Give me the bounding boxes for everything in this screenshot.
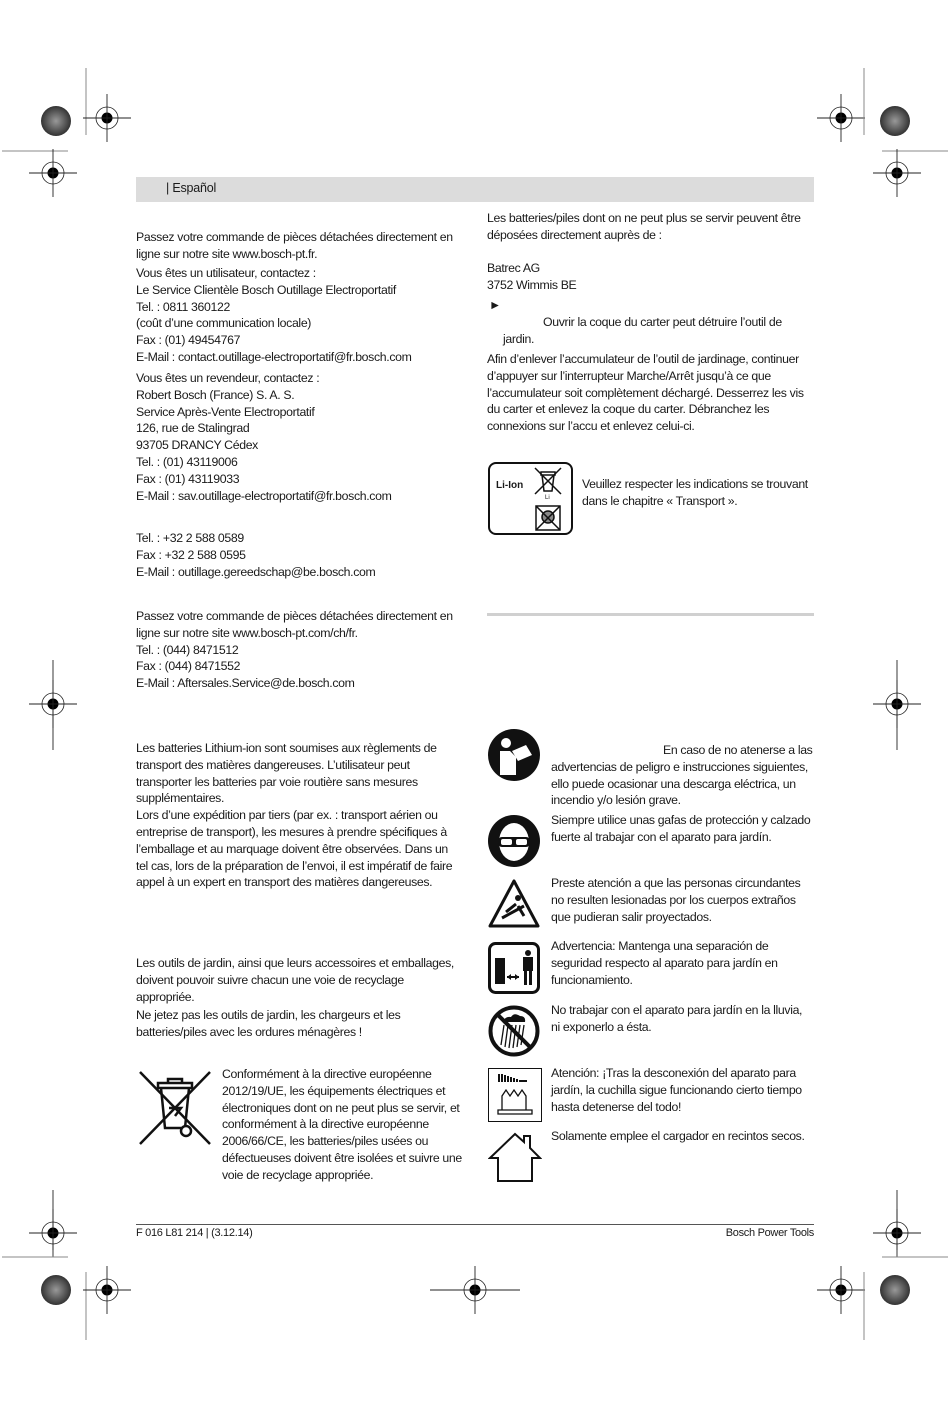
removal-text: Afin d’enlever l’accumulateur de l’outil de jardinage, continuer d’appuyer sur l’interrupteur Marche/Arrêt jusqu’à ce que l’accumulateur soit complètement déchargé. Desserrez les vis du carter et enlevez la coque du carter. Débranchez les connexions sur l’accu et enlevez celui-ci. — [487, 352, 804, 434]
blade-rundown-icon — [488, 1068, 542, 1122]
weee-text: Conformément à la directive européenne 2012/19/UE, les équipements électriques et électroniques dont on ne peut plus se servir, et conformément à la directive européenne 2006/66/CE, les batteries/piles usées ou défectueuses doivent être isolées et suivre une voie de recyclage appropriée. — [222, 1067, 462, 1182]
language-label: | Español — [166, 181, 217, 195]
text-line: Fax : (01) 43119033 — [136, 471, 240, 486]
warning-bullet-icon: ► — [489, 298, 501, 312]
text-line: Fax : (044) 8471552 — [136, 659, 241, 674]
france-dealer-block — [136, 370, 462, 504]
no-rain-icon — [488, 1005, 540, 1057]
transport-text-2: Lors d’une expédition par tiers (par ex. : transport aérien ou entreprise de transport), les mesures à prendre spécifiques à l’emballage et au marquage doivent être observées. Dans un tel cas, lors de la préparation de l’envoi, il est impératif de faire appel à un expert en transport des matières dangereuses. — [136, 808, 453, 890]
text-line: Batrec AG — [487, 261, 540, 275]
li-ion-label: Li-Ion — [496, 480, 524, 491]
batrec-address — [487, 260, 813, 294]
weee-block — [222, 1066, 462, 1184]
safety-text-3: Preste atención a que las personas circundantes no resulten lesionadas por los cuerpos extraños que pudieran salir proyectados. — [551, 876, 801, 924]
li-ion-icon — [488, 462, 573, 535]
flying-objects-warning-icon — [488, 878, 540, 930]
safety-text-1 — [551, 742, 814, 809]
text-line: Vous êtes un utilisateur, contactez : — [136, 266, 316, 280]
registration-mark-icon — [83, 1266, 131, 1314]
brand-label: Bosch Power Tools — [725, 1227, 814, 1239]
disposal-text: Les outils de jardin, ainsi que leurs accessoires et emballages, doivent pouvoir suivre chacun une voie de recyclage appropriée. — [136, 956, 454, 1004]
registration-mark-icon — [83, 94, 131, 142]
section-divider — [487, 613, 814, 616]
email-link[interactable]: E-Mail : Aftersales.Service@de.bosch.com — [136, 676, 355, 691]
swiss-block — [136, 608, 462, 692]
email-link[interactable]: E-Mail : sav.outillage-electroportatif@fr.bosch.com — [136, 488, 392, 503]
safety-text-4: Advertencia: Mantenga una separación de seguridad respecto al aparato para jardín en funcionamiento. — [551, 939, 778, 987]
safety-goggles-icon — [488, 815, 540, 867]
text-line: Fax : +32 2 588 0595 — [136, 547, 246, 562]
registration-mark-icon — [817, 1266, 865, 1314]
transport-block — [136, 740, 462, 891]
safety-text-2: Siempre utilice unas gafas de protección y calzado fuerte al trabajar con el aparato para jardín. — [551, 813, 811, 844]
text-line: 3752 Wimmis BE — [487, 277, 577, 292]
france-user-block — [136, 265, 462, 366]
safety-text-6: Atención: ¡Tras la desconexión del aparato para jardín, la cuchilla sigue funcionando cierto tiempo hasta detenerse del todo! — [551, 1066, 802, 1114]
battery-disposal-text: Les batteries/piles dont on ne peut plus se servir peuvent être déposées directement auprès de : — [487, 211, 801, 242]
text-line: 126, rue de Stalingrad — [136, 421, 250, 436]
france-parts-block — [136, 229, 462, 263]
crossed-bin-icon — [533, 466, 563, 498]
transport-text: Les batteries Lithium-ion sont soumises aux règlements de transport des matières dangereuses. L’utilisateur peut transporter les batteries par voie routière sans mesures supplémentaires. — [136, 741, 437, 806]
text-line: Fax : (01) 49454767 — [136, 333, 241, 348]
safety-distance-icon — [488, 942, 540, 994]
text-line: Vous êtes un revendeur, contactez : — [136, 371, 320, 385]
star-target-icon — [880, 106, 910, 136]
document-number: F 016 L81 214 | (3.12.14) — [136, 1227, 253, 1239]
footer-rule — [136, 1224, 814, 1225]
registration-mark-icon — [873, 149, 921, 197]
text-line: Tel. : 0811 360122 — [136, 299, 230, 314]
read-manual-icon — [488, 729, 540, 781]
battery-disposal-block — [487, 210, 813, 244]
email-link[interactable]: E-Mail : outillage.gereedschap@be.bosch.com — [136, 564, 376, 579]
disposal-text-2: Ne jetez pas les outils de jardin, les chargeurs et les batteries/piles avec les ordures ménagères ! — [136, 1008, 401, 1040]
text-line: Passez votre commande de pièces détachées directement en — [136, 609, 453, 623]
text-line: Tel. : (01) 43119006 — [136, 454, 238, 469]
france-parts-text: Passez votre commande de pièces détachées directement en ligne sur notre site www.bosch-pt.fr. — [136, 230, 453, 261]
warning-text: Ouvrir la coque du carter peut détruire l’outil de jardin. — [503, 315, 782, 346]
removal-block — [487, 351, 813, 435]
registration-mark-icon — [817, 94, 865, 142]
email-link[interactable]: E-Mail : contact.outillage-electroportatif@fr.bosch.com — [136, 349, 412, 364]
text-line: (coût d’une communication locale) — [136, 316, 312, 331]
crossed-box-icon — [535, 505, 561, 531]
text-line: Le Service Clientèle Bosch Outillage Electroportatif — [136, 282, 396, 297]
text-line: Tel. : (044) 8471512 — [136, 642, 239, 657]
safety-warning-text: En caso de no atenerse a las advertencias de peligro e instrucciones siguientes, ello puede ocasionar una descarga eléctrica, un incendio y/o lesión grave. — [551, 743, 813, 808]
page-header-bar — [136, 177, 814, 202]
star-target-icon — [41, 1275, 71, 1305]
registration-mark-icon — [29, 149, 77, 197]
safety-text-5: No trabajar con el aparato para jardín en la lluvia, ni exponerlo a ésta. — [551, 1003, 803, 1034]
li-ion-text: Veuillez respecter les indications se trouvant dans le chapitre « Transport ». — [582, 477, 808, 508]
belgium-block — [136, 530, 462, 580]
li-label: Li — [545, 495, 550, 501]
text-line: Robert Bosch (France) S. A. S. — [136, 387, 295, 402]
star-target-icon — [41, 106, 71, 136]
text-line: ligne sur notre site www.bosch-pt.com/ch/fr. — [136, 625, 358, 640]
indoor-house-icon — [488, 1131, 542, 1183]
text-line: 93705 DRANCY Cédex — [136, 438, 258, 453]
safety-text-7: Solamente emplee el cargador en recintos secos. — [551, 1129, 805, 1143]
text-line: Service Après-Vente Electroportatif — [136, 404, 315, 419]
crossed-bin-icon — [136, 1068, 214, 1148]
disposal-block — [136, 955, 462, 1041]
star-target-icon — [880, 1275, 910, 1305]
text-line: Tel. : +32 2 588 0589 — [136, 531, 244, 545]
